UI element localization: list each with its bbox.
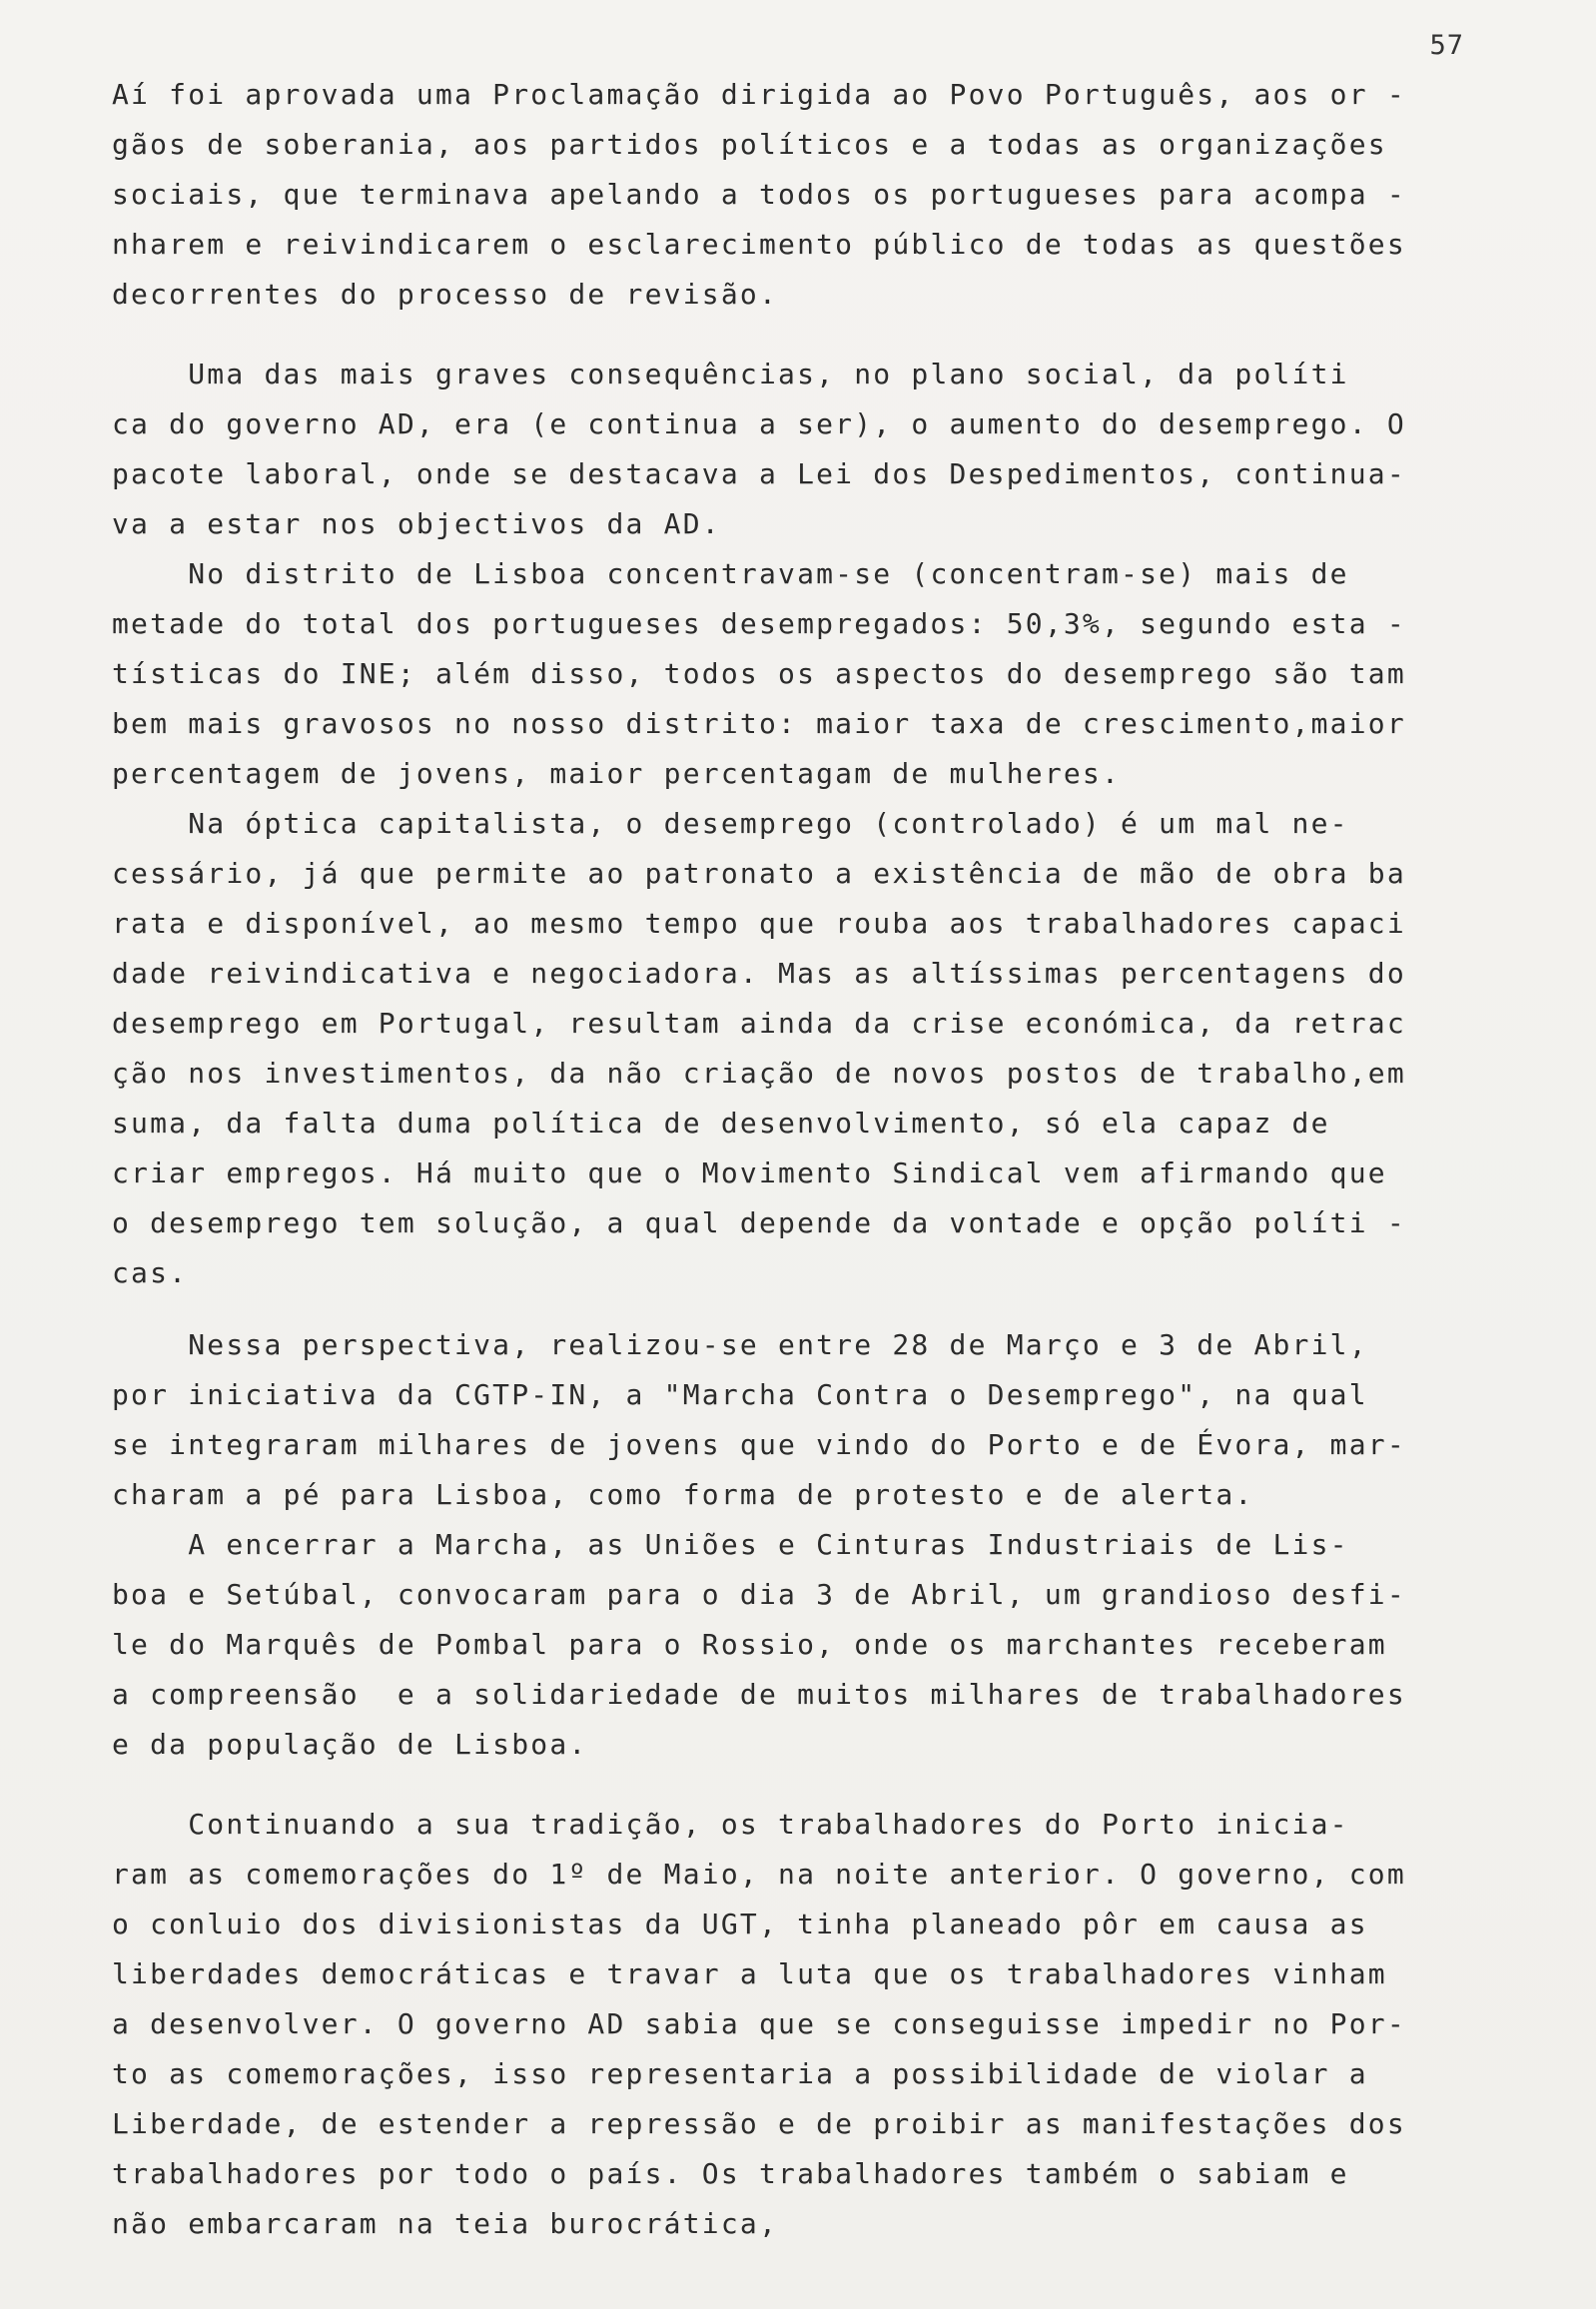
text-line: cessário, já que permite ao patronato a existência de mão de obra ba: [112, 857, 1406, 890]
paragraph-march-against-unemployment: [112, 1320, 1460, 1520]
text-line: cas.: [112, 1256, 189, 1289]
paragraph-gap: [112, 320, 1460, 350]
text-line: metade do total dos portugueses desempregados: 50,3%, segundo esta -: [112, 607, 1406, 640]
text-line: ram as comemorações do 1º de Maio, na noite anterior. O governo, com: [112, 1858, 1406, 1891]
text-line: A encerrar a Marcha, as Uniões e Cinturas Industriais de Lis-: [112, 1528, 1349, 1561]
paragraph-unemployment-consequences: [112, 350, 1460, 549]
text-line: ção nos investimentos, da não criação de novos postos de trabalho,em: [112, 1057, 1406, 1090]
paragraph-gap: [112, 1298, 1460, 1320]
text-line: va a estar nos objectivos da AD.: [112, 507, 721, 540]
text-line: a compreensão e a solidariedade de muitos milhares de trabalhadores: [112, 1678, 1406, 1711]
text-line: o conluio dos divisionistas da UGT, tinha planeado pôr em causa as: [112, 1908, 1368, 1940]
text-line: sociais, que terminava apelando a todos os portugueses para acompa -: [112, 178, 1406, 211]
text-line: por iniciativa da CGTP-IN, a "Marcha Contra o Desemprego", na qual: [112, 1378, 1368, 1411]
text-line: pacote laboral, onde se destacava a Lei dos Despedimentos, continua-: [112, 457, 1406, 490]
text-line: gãos de soberania, aos partidos políticos e a todas as organizações: [112, 128, 1387, 161]
paragraph-porto-may-day: [112, 1800, 1460, 2249]
text-line: suma, da falta duma política de desenvolvimento, só ela capaz de: [112, 1107, 1330, 1140]
text-line: não embarcaram na teia burocrática,: [112, 2207, 779, 2240]
text-line: percentagem de jovens, maior percentagam de mulheres.: [112, 757, 1122, 790]
text-line: charam a pé para Lisboa, como forma de protesto e de alerta.: [112, 1478, 1254, 1511]
text-line: liberdades democráticas e travar a luta que os trabalhadores vinham: [112, 1957, 1387, 1990]
paragraph-capitalist-view: [112, 799, 1460, 1298]
text-line: Liberdade, de estender a repressão e de proibir as manifestações dos: [112, 2107, 1406, 2140]
text-line: le do Marquês de Pombal para o Rossio, onde os marchantes receberam: [112, 1628, 1387, 1661]
text-line: No distrito de Lisboa concentravam-se (concentram-se) mais de: [112, 557, 1349, 590]
paragraph-proclamation: [112, 70, 1460, 320]
page-number: 57: [1429, 30, 1464, 61]
text-line: se integraram milhares de jovens que vindo do Porto e de Évora, mar-: [112, 1428, 1406, 1461]
text-line: nharem e reivindicarem o esclarecimento público de todas as questões: [112, 228, 1406, 261]
text-line: to as comemorações, isso representaria a possibilidade de violar a: [112, 2057, 1368, 2090]
text-line: boa e Setúbal, convocaram para o dia 3 de Abril, um grandioso desfi-: [112, 1578, 1406, 1611]
text-line: ca do governo AD, era (e continua a ser), o aumento do desemprego. O: [112, 407, 1406, 440]
text-line: a desenvolver. O governo AD sabia que se conseguisse impedir no Por-: [112, 2007, 1406, 2040]
text-line: desemprego em Portugal, resultam ainda da crise económica, da retrac: [112, 1007, 1406, 1040]
text-line: Nessa perspectiva, realizou-se entre 28 de Março e 3 de Abril,: [112, 1328, 1368, 1361]
text-line: trabalhadores por todo o país. Os trabalhadores também o sabiam e: [112, 2157, 1349, 2190]
text-line: criar empregos. Há muito que o Movimento Sindical vem afirmando que: [112, 1156, 1387, 1189]
text-line: decorrentes do processo de revisão.: [112, 278, 779, 311]
body-text: [112, 70, 1460, 2249]
text-line: o desemprego tem solução, a qual depende da vontade e opção políti -: [112, 1206, 1406, 1239]
text-line: e da população de Lisboa.: [112, 1728, 588, 1761]
text-line: bem mais gravosos no nosso distrito: maior taxa de crescimento,maior: [112, 707, 1406, 740]
paragraph-gap: [112, 1770, 1460, 1800]
text-line: Uma das mais graves consequências, no plano social, da políti: [112, 358, 1349, 390]
text-line: tísticas do INE; além disso, todos os aspectos do desemprego são tam: [112, 657, 1406, 690]
text-line: rata e disponível, ao mesmo tempo que rouba aos trabalhadores capaci: [112, 907, 1406, 940]
paragraph-lisbon-district: [112, 549, 1460, 799]
text-line: Na óptica capitalista, o desemprego (controlado) é um mal ne-: [112, 807, 1349, 840]
text-line: Continuando a sua tradição, os trabalhadores do Porto inicia-: [112, 1808, 1349, 1841]
paragraph-march-closing: [112, 1520, 1460, 1770]
text-line: Aí foi aprovada uma Proclamação dirigida ao Povo Português, aos or -: [112, 78, 1406, 111]
text-line: dade reivindicativa e negociadora. Mas as altíssimas percentagens do: [112, 957, 1406, 990]
